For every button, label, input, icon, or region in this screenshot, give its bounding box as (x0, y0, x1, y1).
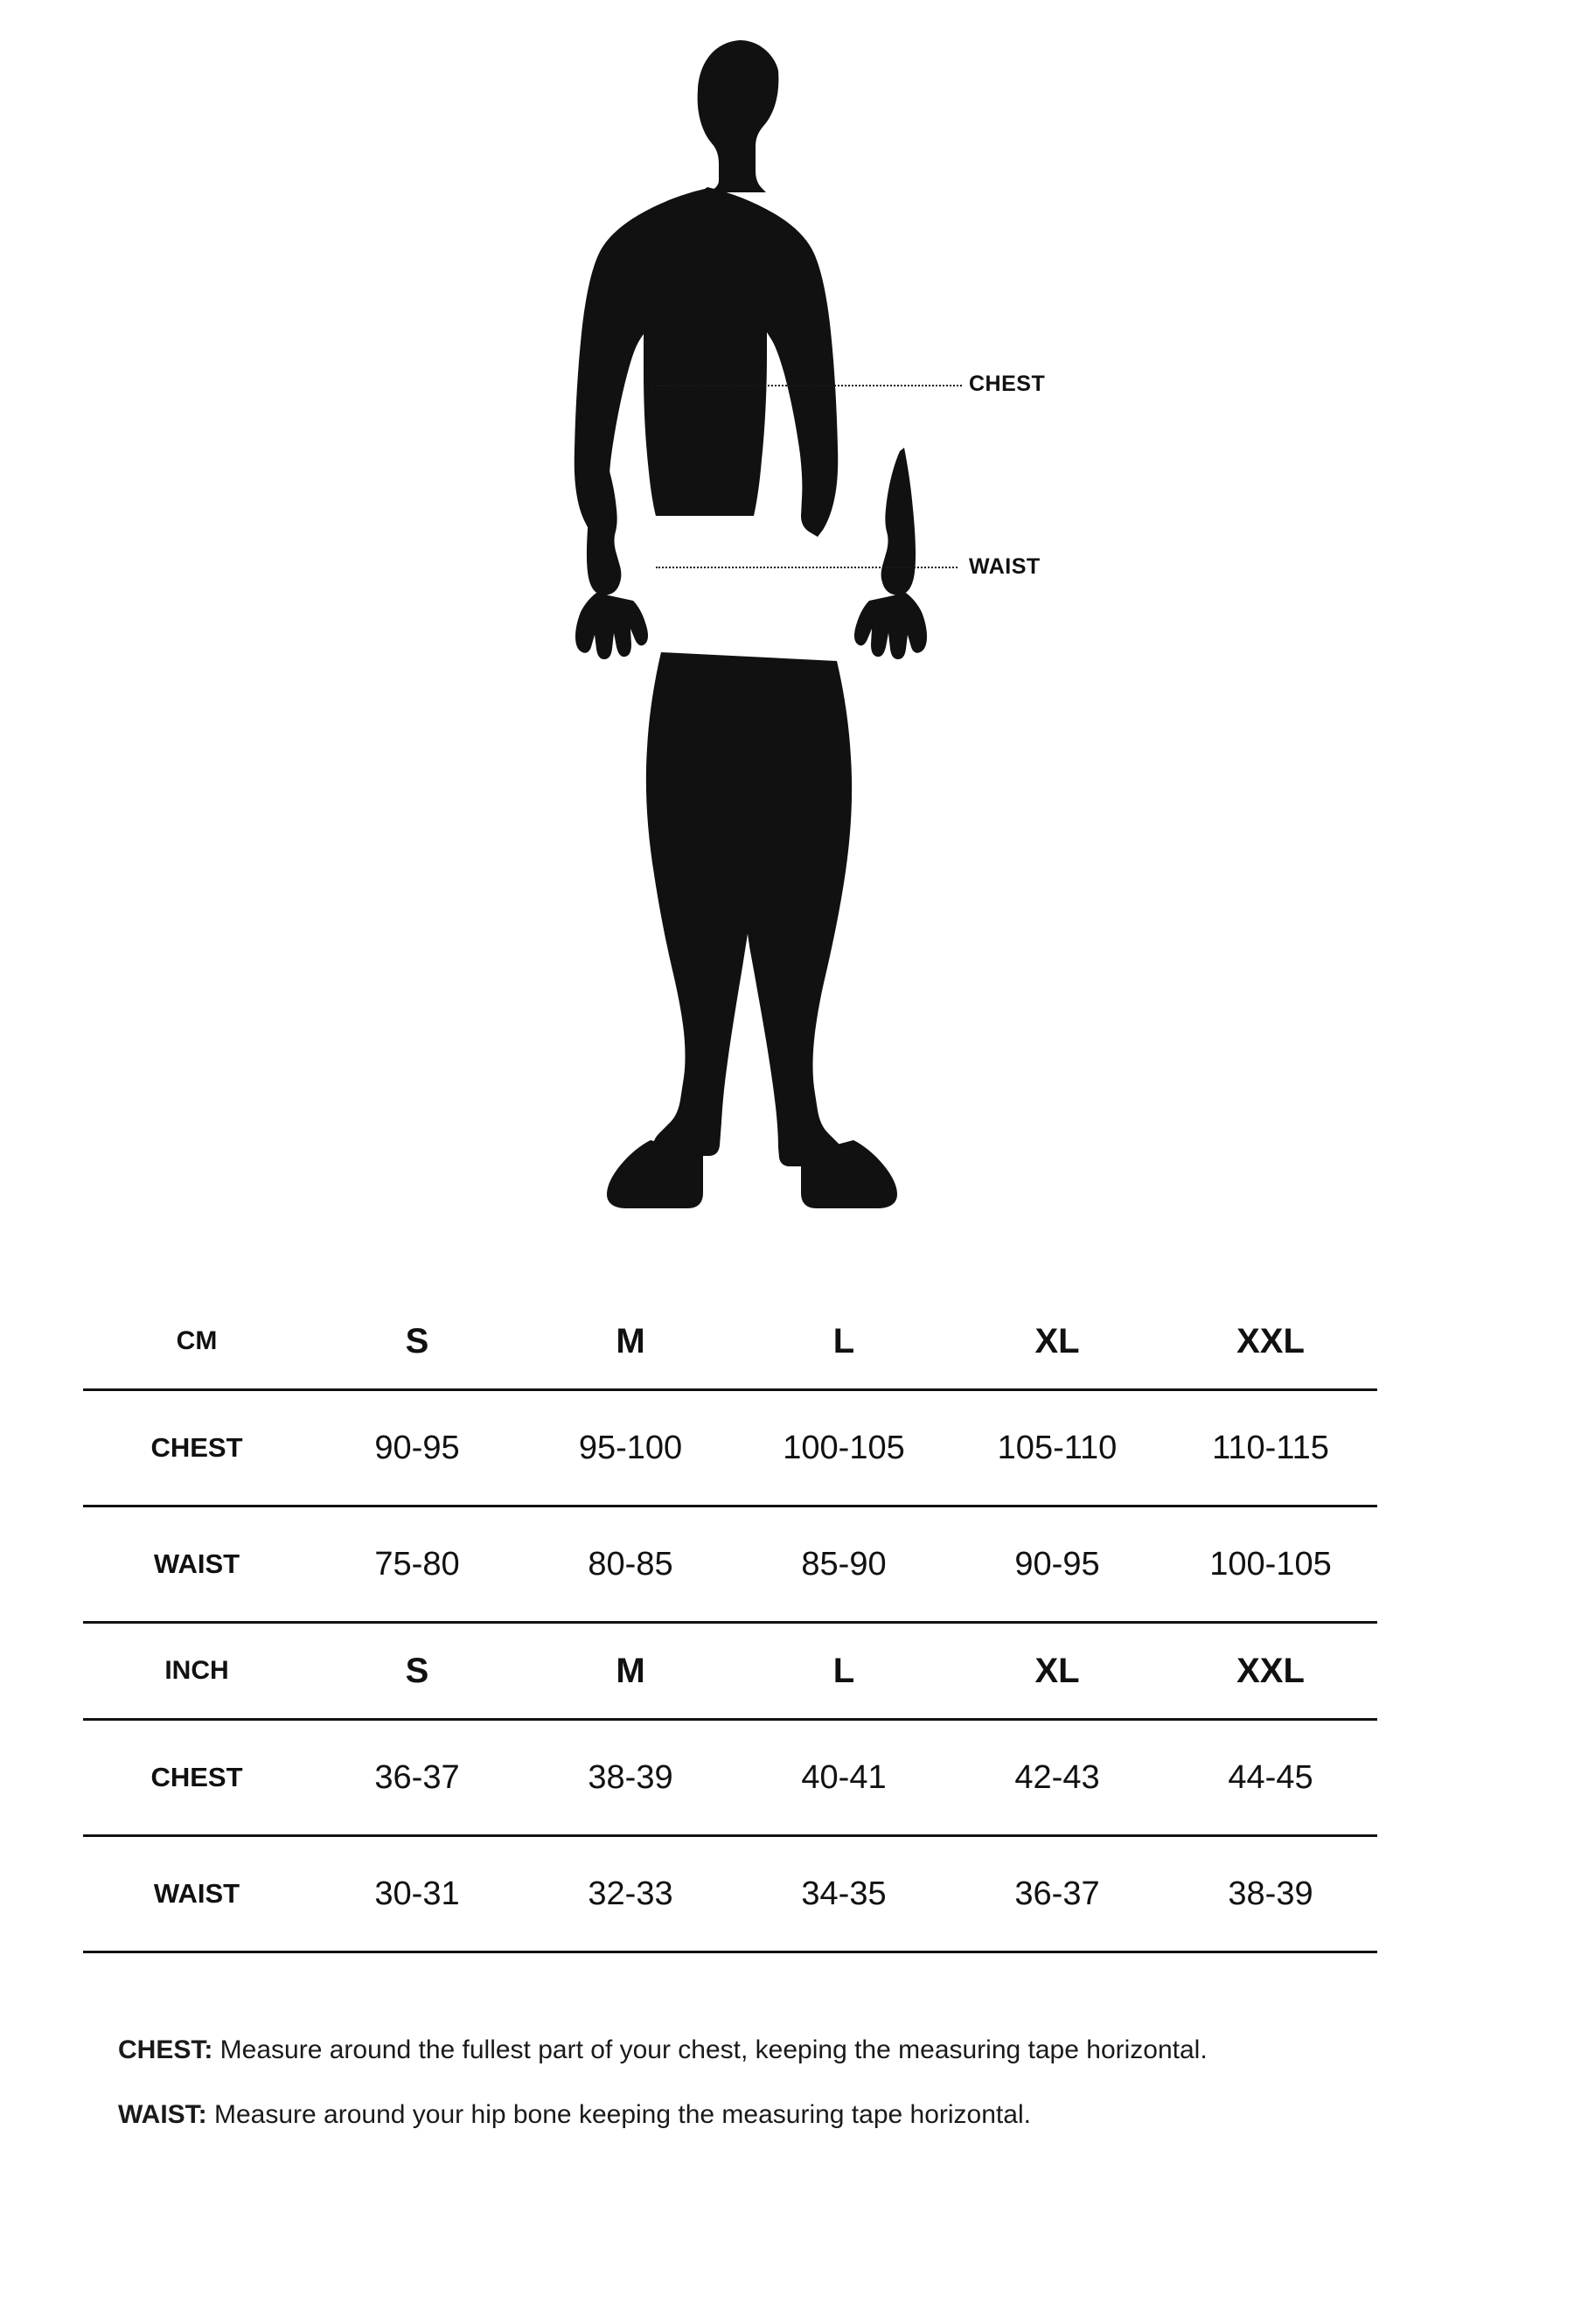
inch-waist-xl: 36-37 (951, 1836, 1164, 1952)
inch-size-header-s: S (310, 1623, 524, 1720)
chest-leader-line (651, 385, 962, 386)
male-body-silhouette-icon (542, 35, 962, 1233)
inch-waist-label: WAIST (83, 1836, 310, 1952)
chest-note (118, 2037, 1500, 2063)
inch-chest-xl: 42-43 (951, 1720, 1164, 1836)
inch-size-header-m: M (524, 1623, 737, 1720)
inch-chest-l: 40-41 (737, 1720, 951, 1836)
cm-chest-m: 95-100 (524, 1390, 737, 1506)
cm-chest-l: 100-105 (737, 1390, 951, 1506)
cm-size-header-l: L (737, 1294, 951, 1390)
table-row-inch-header (83, 1623, 1377, 1720)
cm-chest-xxl: 110-115 (1164, 1390, 1377, 1506)
table-row-cm-header (83, 1294, 1377, 1390)
cm-waist-xxl: 100-105 (1164, 1506, 1377, 1623)
cm-waist-xl: 90-95 (951, 1506, 1164, 1623)
inch-chest-m: 38-39 (524, 1720, 737, 1836)
inch-size-header-xl: XL (951, 1623, 1164, 1720)
size-table (83, 1294, 1377, 1953)
inch-size-header-l: L (737, 1623, 951, 1720)
measurement-notes (118, 2037, 1500, 2167)
waist-note-text: Measure around your hip bone keeping the measuring tape horizontal. (206, 2100, 1031, 2129)
cm-waist-label: WAIST (83, 1506, 310, 1623)
waist-note (118, 2102, 1500, 2128)
chest-note-text: Measure around the fullest part of your chest, keeping the measuring tape horizontal. (212, 2035, 1208, 2064)
cm-unit-header: CM (83, 1294, 310, 1390)
chest-callout-label: CHEST (969, 372, 1046, 396)
cm-waist-s: 75-80 (310, 1506, 524, 1623)
cm-chest-s: 90-95 (310, 1390, 524, 1506)
cm-size-header-xxl: XXL (1164, 1294, 1377, 1390)
cm-waist-m: 80-85 (524, 1506, 737, 1623)
inch-waist-xxl: 38-39 (1164, 1836, 1377, 1952)
table-row-cm-waist (83, 1506, 1377, 1623)
inch-chest-s: 36-37 (310, 1720, 524, 1836)
table-row-inch-waist (83, 1836, 1377, 1952)
inch-size-header-xxl: XXL (1164, 1623, 1377, 1720)
table-row-cm-chest (83, 1390, 1377, 1506)
chest-note-term: CHEST: (118, 2035, 213, 2064)
waist-leader-line (656, 567, 958, 568)
size-table-wrap (83, 1294, 1377, 1953)
cm-size-header-m: M (524, 1294, 737, 1390)
table-row-inch-chest (83, 1720, 1377, 1836)
cm-waist-l: 85-90 (737, 1506, 951, 1623)
inch-chest-label: CHEST (83, 1720, 310, 1836)
inch-waist-l: 34-35 (737, 1836, 951, 1952)
cm-size-header-xl: XL (951, 1294, 1164, 1390)
inch-waist-s: 30-31 (310, 1836, 524, 1952)
waist-note-term: WAIST: (118, 2100, 207, 2129)
cm-size-header-s: S (310, 1294, 524, 1390)
inch-chest-xxl: 44-45 (1164, 1720, 1377, 1836)
inch-unit-header: INCH (83, 1623, 310, 1720)
cm-chest-label: CHEST (83, 1390, 310, 1506)
waist-callout-label: WAIST (969, 554, 1041, 579)
cm-chest-xl: 105-110 (951, 1390, 1164, 1506)
inch-waist-m: 32-33 (524, 1836, 737, 1952)
